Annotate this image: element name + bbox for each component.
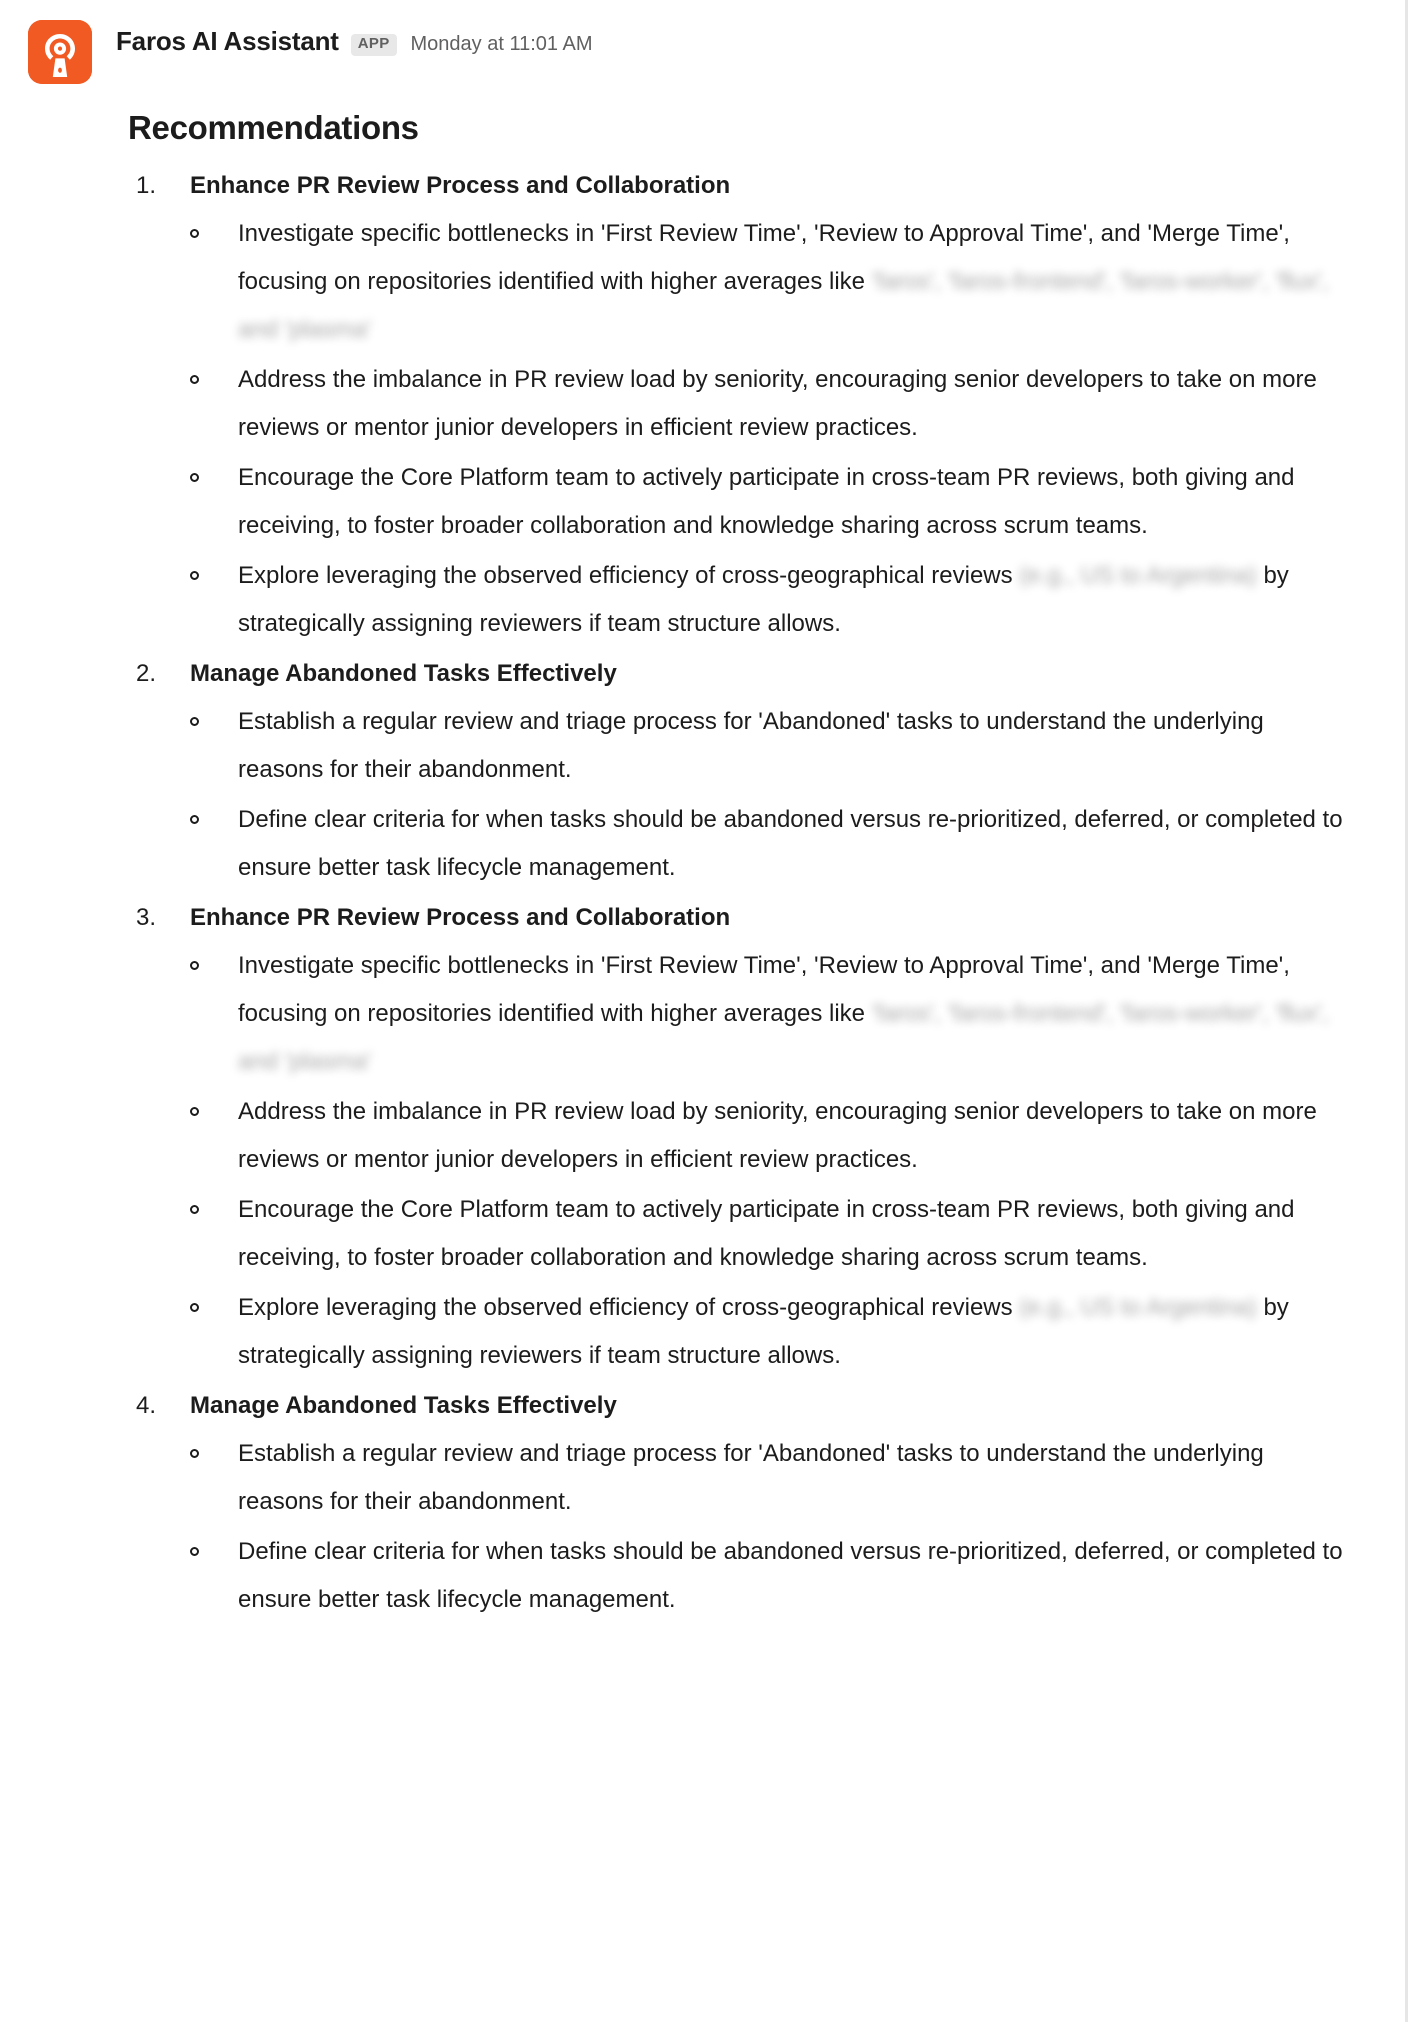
recommendation-item [128,162,1343,648]
message-body [0,84,1405,1624]
bullet-item [190,1088,1343,1184]
bullet-text: Define clear criteria for when tasks should be abandoned versus re-prioritized, deferred, or completed to ensure better task lifecycle management. [238,805,1343,881]
page-title: Recommendations [128,109,419,146]
bullet-text: Investigate specific bottlenecks in 'First Review Time', 'Review to Approval Time', and 'Merge Time', focusing on repositories identified with higher averages like [238,219,1290,295]
redacted-text: (e.g., US to Argentina) [1019,1293,1257,1321]
avatar[interactable] [28,20,92,84]
redacted-text: (e.g., US to Argentina) [1019,561,1257,589]
recommendation-heading: Manage Abandoned Tasks Effectively [190,659,617,687]
bullet-text: Establish a regular review and triage process for 'Abandoned' tasks to understand the underlying reasons for their abandonment. [238,1439,1264,1515]
recommendation-bullets [190,942,1343,1380]
recommendation-bullets [190,1430,1343,1624]
bullet-text: Explore leveraging the observed efficiency of cross-geographical reviews [238,1293,1020,1321]
bullet-text: Address the imbalance in PR review load by seniority, encouraging senior developers to take on more reviews or mentor junior developers in efficient review practices. [238,1097,1317,1173]
message-header [0,18,1405,84]
bullet-text: Encourage the Core Platform team to actively participate in cross-team PR reviews, both giving and receiving, to foster broader collaboration and knowledge sharing across scrum teams. [238,1195,1295,1271]
bullet-item [190,552,1343,648]
recommendation-item [128,1382,1343,1624]
message-meta [116,18,592,58]
message-timestamp[interactable]: Monday at 11:01 AM [410,33,593,55]
bullet-item [190,942,1343,1086]
bullet-item [190,796,1343,892]
sender-name[interactable]: Faros AI Assistant [116,26,339,56]
bullet-item [190,1430,1343,1526]
recommendation-heading: Enhance PR Review Process and Collaboration [190,903,731,931]
recommendations-list [128,162,1343,1624]
recommendation-item [128,650,1343,892]
recommendation-bullets [190,698,1343,892]
bullet-item [190,1186,1343,1282]
bullet-item [190,210,1343,354]
bullet-item [190,454,1343,550]
redacted-text: 'faros', 'faros-frontend', 'faros-worker', 'flux', and 'plasma' [238,999,1329,1075]
redacted-text: 'faros', 'faros-frontend', 'faros-worker', 'flux', and 'plasma' [238,267,1329,343]
faros-lighthouse-logo-icon [28,20,92,84]
bullet-text-continued: by strategically assigning reviewers if team structure allows. [238,1293,1289,1369]
app-badge: APP [351,34,397,56]
bullet-text: Explore leveraging the observed efficiency of cross-geographical reviews [238,561,1020,589]
bullet-text-continued: by strategically assigning reviewers if team structure allows. [238,561,1289,637]
bullet-item [190,1528,1343,1624]
bullet-text: Encourage the Core Platform team to actively participate in cross-team PR reviews, both giving and receiving, to foster broader collaboration and knowledge sharing across scrum teams. [238,463,1295,539]
bullet-item [190,356,1343,452]
bullet-text: Establish a regular review and triage process for 'Abandoned' tasks to understand the underlying reasons for their abandonment. [238,707,1264,783]
recommendation-heading: Enhance PR Review Process and Collaboration [190,171,731,199]
bullet-text: Address the imbalance in PR review load by seniority, encouraging senior developers to take on more reviews or mentor junior developers in efficient review practices. [238,365,1317,441]
recommendation-item [128,894,1343,1380]
bullet-item [190,1284,1343,1380]
bullet-text: Investigate specific bottlenecks in 'First Review Time', 'Review to Approval Time', and 'Merge Time', focusing on repositories identified with higher averages like [238,951,1290,1027]
bullet-text: Define clear criteria for when tasks should be abandoned versus re-prioritized, deferred, or completed to ensure better task lifecycle management. [238,1537,1343,1613]
recommendation-heading: Manage Abandoned Tasks Effectively [190,1391,617,1419]
bullet-item [190,698,1343,794]
recommendation-bullets [190,210,1343,648]
